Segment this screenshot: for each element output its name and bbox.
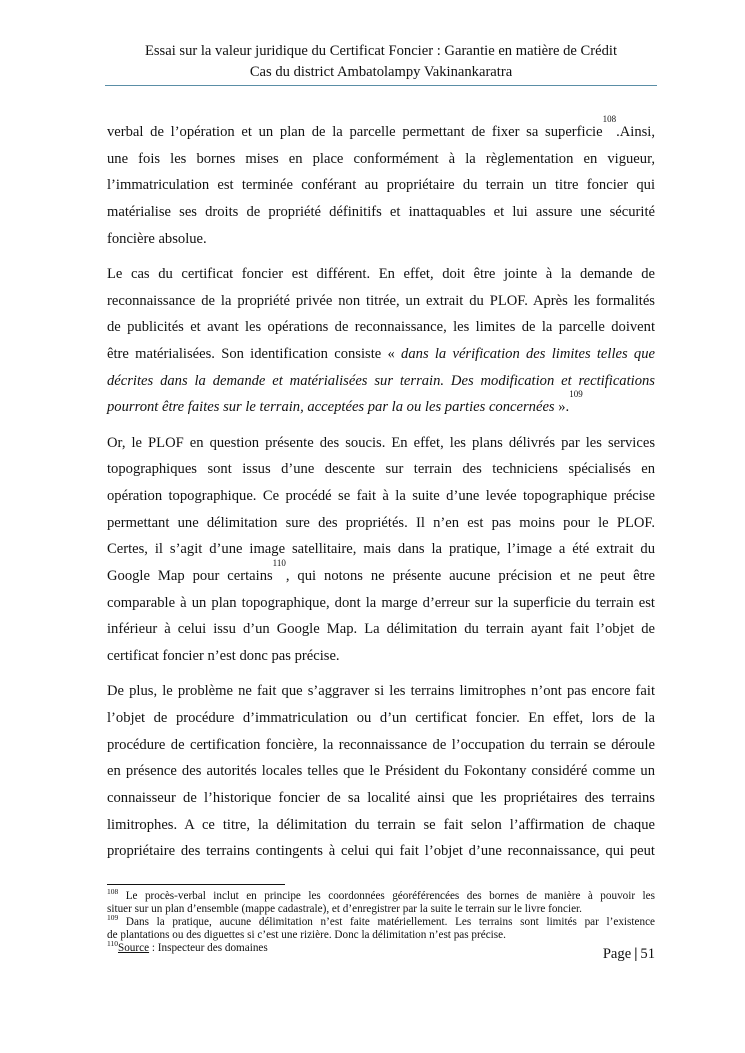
text-run: une fois les bornes mises en place conformément à la règlementation en vigueur, (107, 150, 655, 167)
text-line (107, 590, 655, 617)
text-line (107, 929, 655, 942)
text-run: reconnaissance de la propriété privée non titrée, un extrait du PLOF. Après les formalités (107, 292, 655, 309)
text-line (107, 456, 655, 483)
text-line (107, 732, 655, 759)
text-run: limitrophes. A ce titre, la délimitation du terrain se fait selon l’affirmation de chaque (107, 816, 655, 833)
text-line (107, 616, 655, 643)
header-title-line2: Cas du district Ambatolampy Vakinankaratra (249, 64, 513, 80)
text-run: foncière absolue. (107, 230, 207, 247)
text-line (107, 389, 655, 421)
text-line (107, 314, 655, 341)
text-run: situer sur un plan d’ensemble (mappe cadastrale), et d’enregistrer par la suite le terrain sur le livre foncier. (107, 903, 582, 915)
text-line (107, 261, 655, 288)
footnote-divider (107, 884, 285, 885)
text-run: matérialise ses droits de propriété définitifs et inattaquables et lui assure une sécurité (107, 204, 655, 221)
text-line (107, 758, 655, 785)
text-line (107, 536, 655, 563)
text-line (107, 114, 655, 146)
paragraph (107, 678, 655, 865)
text-run: Certes, il s’agit d’une image satellitaire, mais dans la pratique, l’image a été extrait du (107, 541, 655, 558)
text-run: Dans la pratique, aucune délimitation n’est faite matériellement. Les terrains sont limités par l’existence (118, 916, 655, 928)
text-run: de publicités et avant les opérations de reconnaissance, les limites de la parcelle doivent (107, 319, 655, 336)
text-line (107, 288, 655, 315)
paragraph (107, 261, 655, 421)
footnote-reference: 110 (107, 939, 118, 948)
text-run: verbal de l’opération et un plan de la parcelle permettant de fixer sa superficie (107, 124, 603, 140)
header-divider (105, 85, 657, 86)
quoted-text: dans la vérification des limites telles que (401, 346, 655, 362)
text-run: propriétaire des terrains contingents à celui qui fait l’objet d’une reconnaissance, qui peut (107, 843, 655, 860)
text-run: l’immatriculation est terminée conférant au propriétaire du terrain un titre foncier qui (107, 177, 655, 194)
footnote-reference: 108 (602, 114, 617, 124)
page-label: Page (602, 946, 632, 962)
text-run: procédure de certification foncière, la reconnaissance de l’occupation du terrain se déroule (107, 736, 655, 753)
text-line (107, 705, 655, 732)
text-run: connaisseur de l’historique foncier de sa localité ainsi que les propriétaires des terrains (107, 790, 655, 806)
text-line (107, 146, 655, 173)
running-header (105, 41, 657, 83)
text-line (107, 483, 655, 510)
text-run: topographiques sont issus d’une descente sur terrain des techniciens spécialisés en (107, 461, 655, 478)
text-run: Le cas du certificat foncier est différent. En effet, doit être jointe à la demande de (107, 265, 655, 282)
text-run: .Ainsi, (616, 124, 655, 140)
text-run: en présence des autorités locales telles que le Président du Fokontany considéré comme un (107, 763, 655, 780)
footnote (107, 887, 655, 916)
text-line (107, 643, 655, 670)
body-text (107, 114, 655, 874)
text-run: permettant une délimitation sure des propriétés. Il n’en est pas moins pour le PLOF. (107, 514, 655, 531)
text-run: certificat foncier n’est donc pas précise. (107, 648, 340, 665)
quoted-text: pourront être faites sur le terrain, acceptées par la ou les parties concernées (107, 399, 555, 416)
footnote-reference: 109 (569, 389, 583, 400)
paragraph (107, 430, 655, 670)
text-line (107, 678, 655, 705)
text-line (107, 812, 655, 839)
text-run: comparable à un plan topographique, dont la marge d’erreur sur la superficie du terrain est (107, 594, 655, 611)
text-run: être matérialisées. Son identification consiste « (107, 346, 402, 362)
footnote-reference: 110 (272, 558, 286, 568)
page-number (603, 946, 655, 963)
text-line (107, 558, 655, 590)
footnote (107, 913, 655, 942)
text-line (107, 341, 655, 368)
text-run: : Inspecteur des domaines (149, 942, 268, 954)
page-separator: | (634, 946, 638, 962)
paragraph (107, 114, 655, 252)
text-run: inférieur à celui issu d’un Google Map. La délimitation du terrain ayant fait l’objet de (107, 621, 655, 638)
text-run: De plus, le problème ne fait que s’aggraver si les terrains limitrophes n’ont pas encore fait (107, 683, 655, 700)
header-title-line1: Essai sur la valeur juridique du Certificat Foncier : Garantie en matière de Crédit (144, 43, 618, 59)
text-run: Le procès-verbal inclut en principe les coordonnées géoréférencées des bornes de manière à pouvoir les (118, 890, 655, 902)
footnote-reference: 108 (107, 887, 119, 896)
text-run: , qui notons ne présente aucune précision et ne peut être (285, 568, 655, 584)
text-line (107, 939, 655, 955)
text-line (107, 172, 655, 199)
text-run: Or, le PLOF en question présente des soucis. En effet, les plans délivrés par les services (107, 434, 655, 451)
text-line (107, 226, 655, 253)
text-run: ». (554, 399, 570, 416)
text-line (107, 785, 655, 812)
text-run: Source (117, 942, 150, 954)
quoted-text: décrites dans la demande et matérialisées sur terrain. Des modification et rectifications (107, 372, 655, 389)
text-line (107, 510, 655, 537)
text-run: l’objet de procédure d’immatriculation ou d’un certificat foncier. En effet, lors de la (107, 709, 655, 726)
text-run: opération topographique. Ce procédé se fait à la suite d’une levée topographique précise (107, 487, 655, 504)
text-line (107, 913, 655, 929)
text-run: de plantations ou des diguettes si c’est une rizière. Donc la délimitation n’est pas précise. (107, 929, 506, 941)
text-line (107, 199, 655, 226)
footnote (107, 939, 655, 955)
footnote-reference: 109 (107, 913, 119, 922)
text-run: Google Map pour certains (107, 568, 273, 584)
text-line (107, 903, 655, 916)
text-line (107, 430, 655, 457)
text-line (107, 887, 655, 903)
text-line (107, 838, 655, 865)
footnotes (107, 887, 655, 955)
page-number-value: 51 (640, 946, 655, 962)
